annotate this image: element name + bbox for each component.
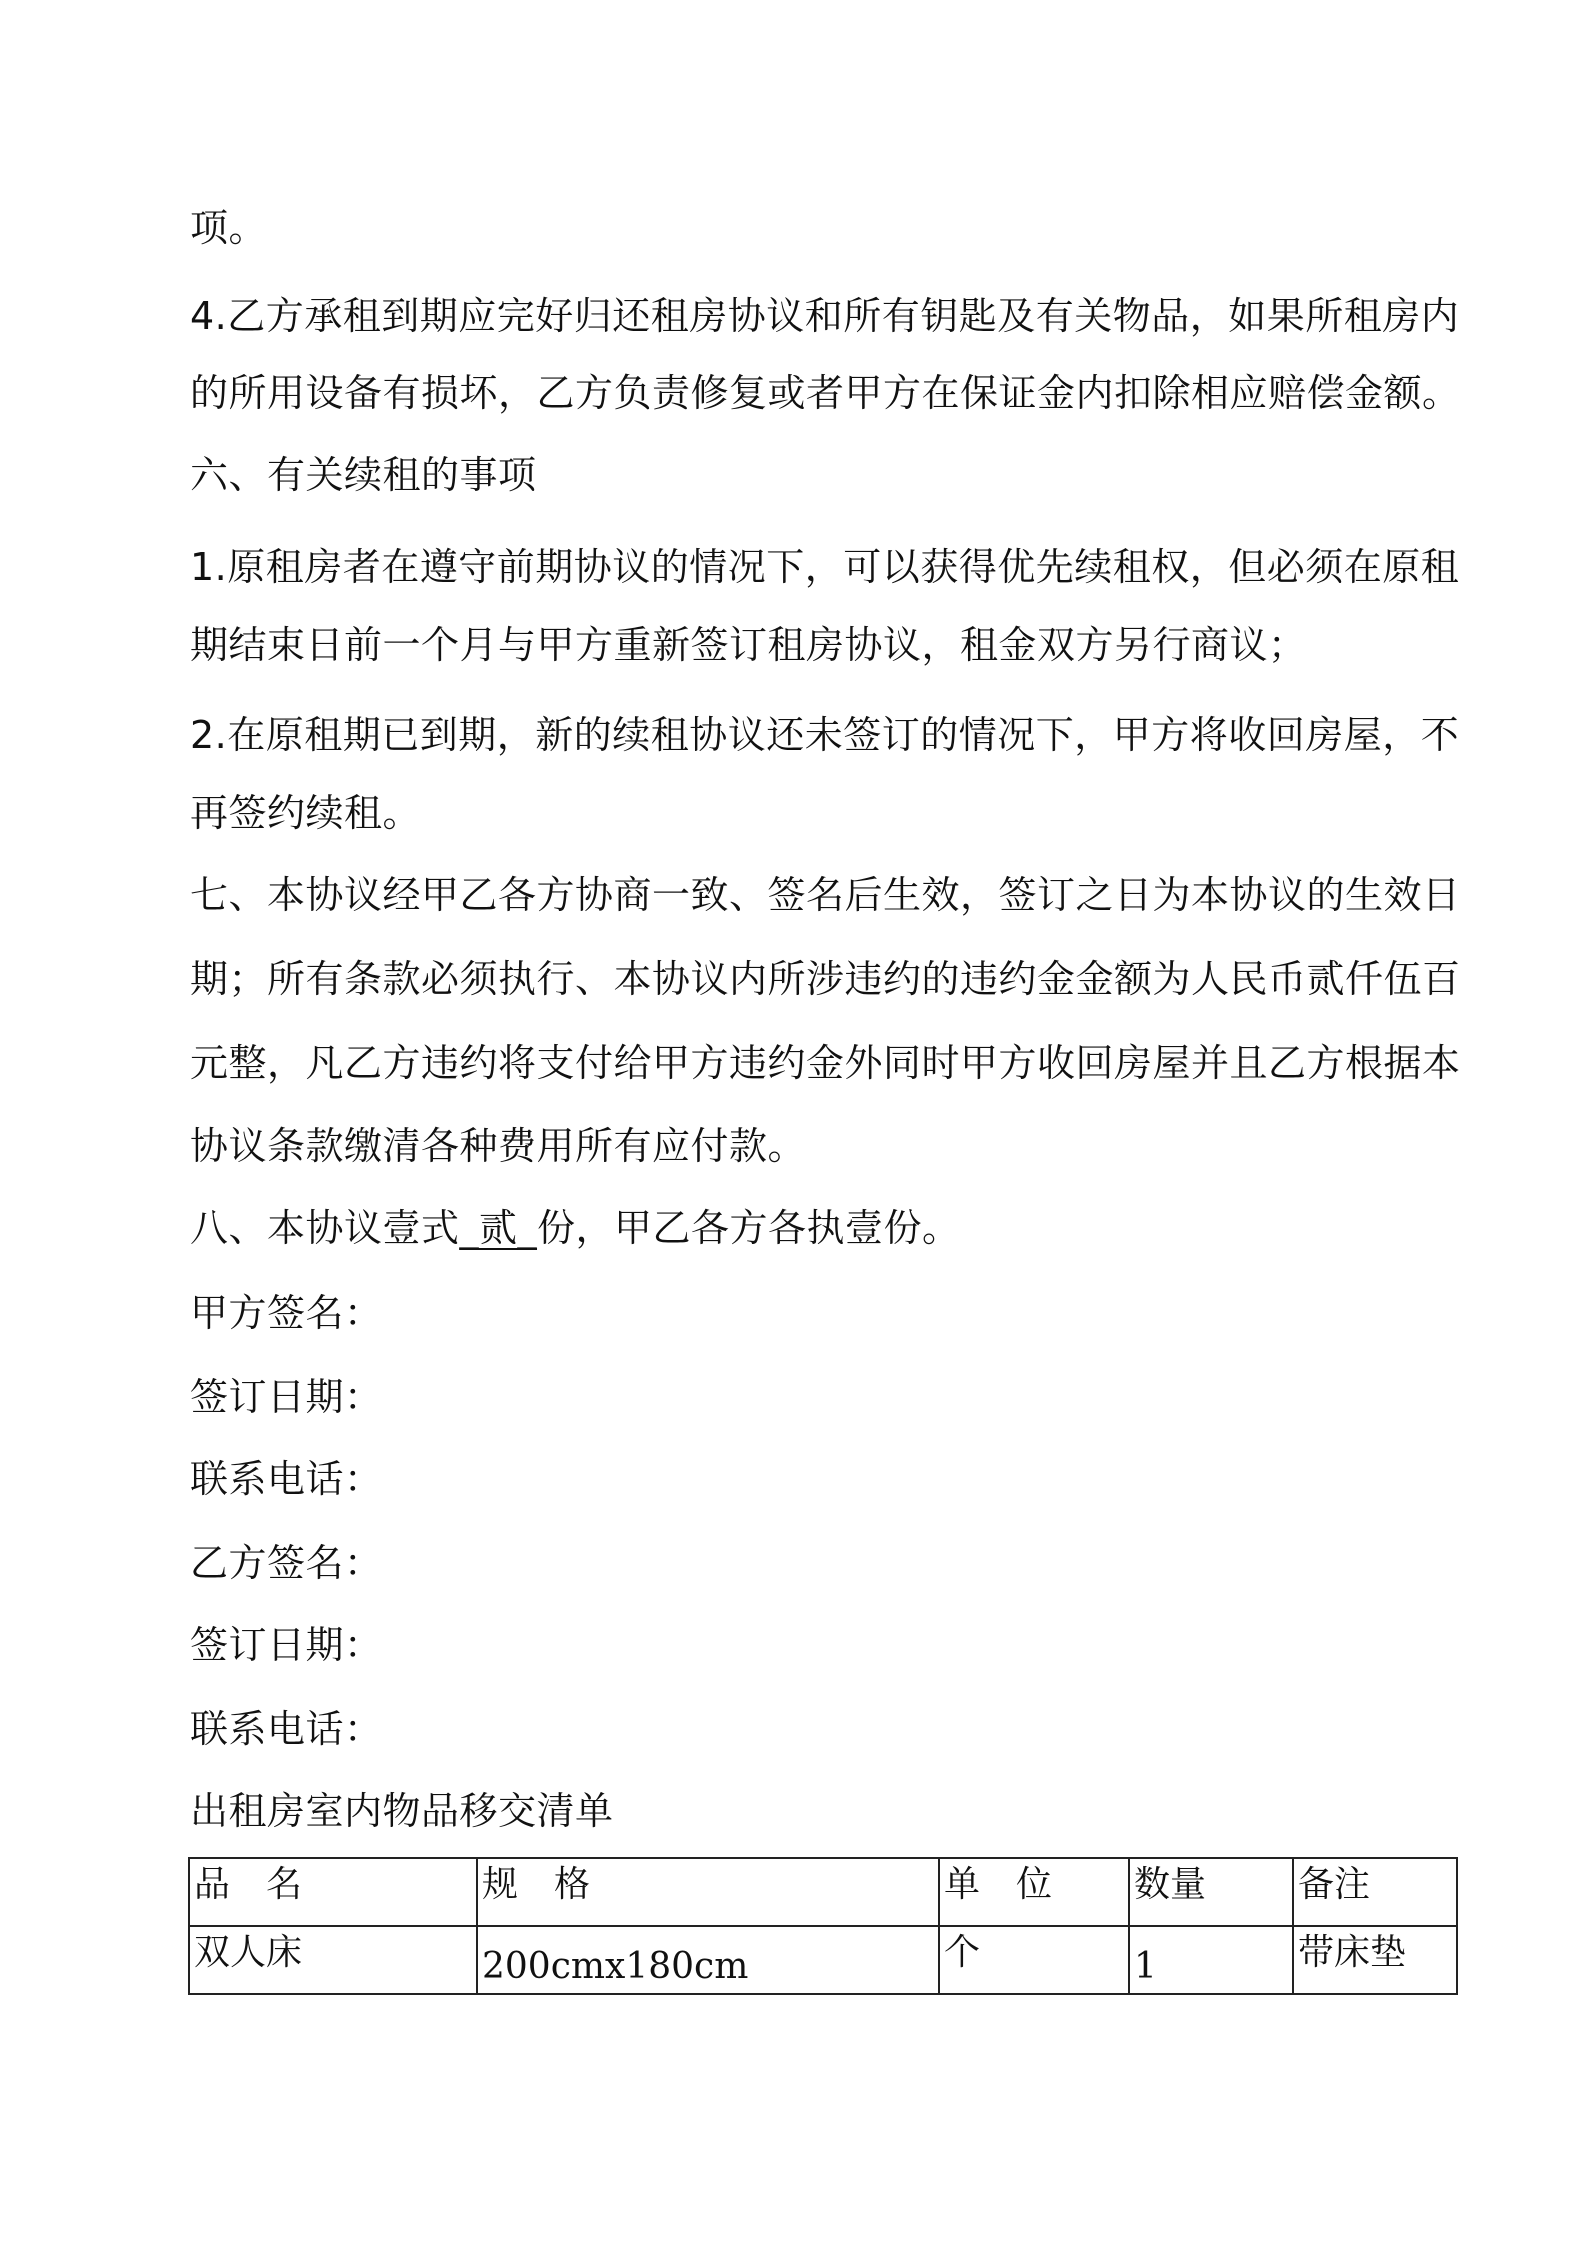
party-a-date-label: 签订日期： (190, 1375, 383, 1419)
text-line-5: 1.原租房者在遵守前期协议的情况下，可以获得优先续租权，但必须在原租 (190, 545, 1460, 589)
text-line-11: 元整，凡乙方违约将支付给甲方违约金外同时甲方收回房屋并且乙方根据本 (190, 1041, 1461, 1085)
copies-prefix: 八、本协议壹式 (190, 1206, 460, 1250)
inventory-table (188, 1857, 1458, 1995)
copies-suffix: 份，甲乙各方各执壹份。 (537, 1206, 961, 1250)
text-line-7: 2.在原租期已到期，新的续租协议还未签订的情况下，甲方将收回房屋，不 (190, 713, 1460, 757)
header-quantity: 数量 (1129, 1858, 1293, 1926)
text-line-6: 期结束日前一个月与甲方重新签订租房协议，租金双方另行商议； (190, 623, 1307, 667)
cell-unit: 个 (939, 1926, 1129, 1994)
header-item-name: 品名 (189, 1858, 477, 1926)
text-line-9: 七、本协议经甲乙各方协商一致、签名后生效，签订之日为本协议的生效日 (190, 873, 1461, 917)
party-b-signature-label: 乙方签名： (190, 1541, 383, 1585)
section-heading-renewal: 六、有关续租的事项 (190, 453, 537, 497)
header-remarks: 备注 (1293, 1858, 1457, 1926)
party-a-phone-label: 联系电话： (190, 1457, 383, 1501)
inventory-title: 出租房室内物品移交清单 (190, 1789, 614, 1833)
header-unit: 单位 (939, 1858, 1129, 1926)
text-line-8: 再签约续租。 (190, 791, 422, 835)
cell-quantity: 1 (1129, 1926, 1293, 1994)
text-line-2: 4.乙方承租到期应完好归还租房协议和所有钥匙及有关物品，如果所租房内 (190, 294, 1460, 338)
text-line-1: 项。 (190, 206, 268, 250)
table-header-row (189, 1858, 1457, 1926)
party-b-date-label: 签订日期： (190, 1623, 383, 1667)
text-line-13 (190, 1205, 961, 1251)
party-a-signature-label: 甲方签名： (190, 1291, 383, 1335)
text-line-3: 的所用设备有损坏，乙方负责修复或者甲方在保证金内扣除相应赔偿金额。 (190, 371, 1461, 415)
cell-spec: 200cmx180cm (477, 1926, 939, 1994)
text-line-12: 协议条款缴清各种费用所有应付款。 (190, 1124, 807, 1168)
cell-remarks: 带床垫 (1293, 1926, 1457, 1994)
header-spec: 规格 (477, 1858, 939, 1926)
table-row (189, 1926, 1457, 1994)
text-line-10: 期；所有条款必须执行、本协议内所涉违约的违约金金额为人民币贰仟伍百 (190, 957, 1461, 1001)
cell-item-name: 双人床 (189, 1926, 477, 1994)
copies-count: _贰_ (459, 1206, 538, 1250)
party-b-phone-label: 联系电话： (190, 1707, 383, 1751)
